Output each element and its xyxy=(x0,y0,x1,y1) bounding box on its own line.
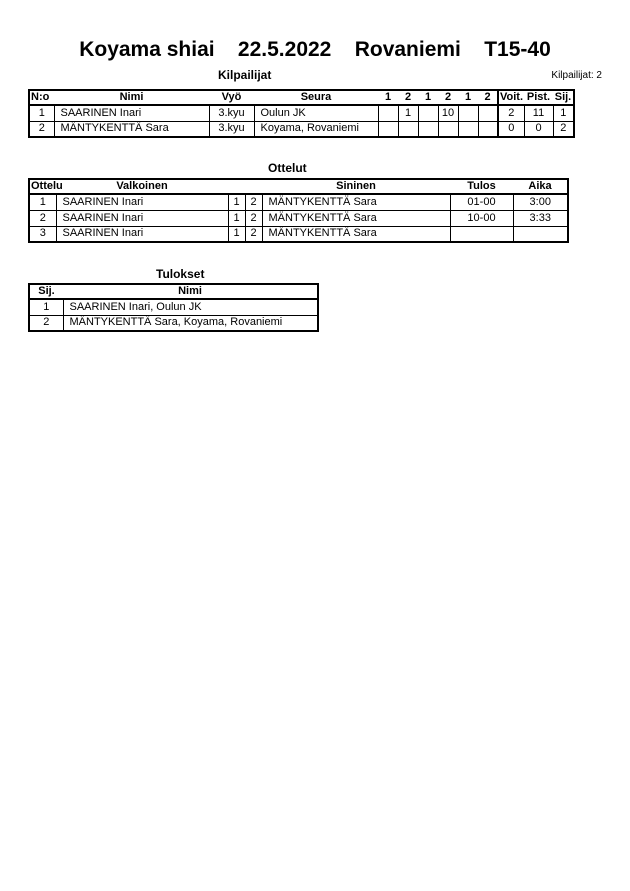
cell-score-2: 1 xyxy=(398,105,418,121)
cell-score-1 xyxy=(378,105,398,121)
cell-tulos: 10-00 xyxy=(450,210,513,226)
cell-score-5 xyxy=(458,105,478,121)
col-header-round-4: 2 xyxy=(438,90,458,105)
cell-voit: 2 xyxy=(498,105,524,121)
competitors-count-label: Kilpailijat: 2 xyxy=(551,70,602,81)
cell-score-2 xyxy=(398,121,418,137)
tulokset-row xyxy=(29,299,318,315)
cell-nimi: SAARINEN Inari, Oulun JK xyxy=(63,299,318,315)
cell-no: 1 xyxy=(29,105,54,121)
cell-sininen: MÄNTYKENTTÄ Sara xyxy=(262,194,450,210)
ottelut-table xyxy=(28,178,569,243)
cell-match-no: 1 xyxy=(29,194,56,210)
cell-sij: 1 xyxy=(29,299,63,315)
cell-match-no: 3 xyxy=(29,226,56,242)
col-header-sij: Sij. xyxy=(553,90,574,105)
col-header-sininen: Sininen xyxy=(262,179,450,194)
kilpailijat-row xyxy=(29,105,574,121)
cell-seura: Koyama, Rovaniemi xyxy=(254,121,378,137)
cell-voit: 0 xyxy=(498,121,524,137)
tulokset-header-row xyxy=(29,284,318,299)
col-header-round-6: 2 xyxy=(478,90,498,105)
col-header-round-2: 2 xyxy=(398,90,418,105)
kilpailijat-row xyxy=(29,121,574,137)
col-header-nimi: Nimi xyxy=(63,284,318,299)
cell-score-3 xyxy=(418,105,438,121)
col-header-voit: Voit. xyxy=(499,91,523,103)
cell-score-6 xyxy=(478,105,498,121)
cell-white-num: 1 xyxy=(228,194,245,210)
cell-valkoinen: SAARINEN Inari xyxy=(56,210,228,226)
cell-white-num: 1 xyxy=(228,226,245,242)
col-header-empty xyxy=(245,179,262,194)
cell-blue-num: 2 xyxy=(245,210,262,226)
cell-aika: 3:33 xyxy=(513,210,568,226)
tulokset-row xyxy=(29,315,318,331)
cell-no: 2 xyxy=(29,121,54,137)
cell-sij: 1 xyxy=(553,105,574,121)
cell-white-num: 1 xyxy=(228,210,245,226)
col-header-seura: Seura xyxy=(254,90,378,105)
tulokset-table xyxy=(28,283,319,332)
col-header-pist: Pist. xyxy=(524,90,553,105)
cell-blue-num: 2 xyxy=(245,194,262,210)
cell-match-no: 2 xyxy=(29,210,56,226)
cell-nimi: SAARINEN Inari xyxy=(54,105,209,121)
col-header-tulos: Tulos xyxy=(450,179,513,194)
col-header-empty xyxy=(228,179,245,194)
cell-sij: 2 xyxy=(553,121,574,137)
col-header-sij: Sij. xyxy=(29,284,63,299)
cell-score-3 xyxy=(418,121,438,137)
ottelut-row xyxy=(29,226,568,242)
page-title: Koyama shiai 22.5.2022 Rovaniemi T15-40 xyxy=(79,38,551,61)
cell-tulos: 01-00 xyxy=(450,194,513,210)
cell-nimi: MÄNTYKENTTÄ Sara xyxy=(54,121,209,137)
cell-tulos xyxy=(450,226,513,242)
ottelut-header-row xyxy=(29,179,568,194)
kilpailijat-header-row xyxy=(29,90,574,105)
cell-pist: 0 xyxy=(524,121,553,137)
cell-score-5 xyxy=(458,121,478,137)
col-header-round-3: 1 xyxy=(418,90,438,105)
cell-aika: 3:00 xyxy=(513,194,568,210)
section-title-tulokset: Tulokset xyxy=(156,267,205,281)
kilpailijat-table xyxy=(28,89,575,138)
cell-score-4: 10 xyxy=(438,105,458,121)
col-header-round-5: 1 xyxy=(458,90,478,105)
cell-valkoinen: SAARINEN Inari xyxy=(56,226,228,242)
col-header-no: N:o xyxy=(29,90,54,105)
col-header-aika: Aika xyxy=(513,179,568,194)
section-title-kilpailijat: Kilpailijat xyxy=(218,68,272,82)
cell-vyo: 3.kyu xyxy=(209,105,254,121)
cell-score-1 xyxy=(378,121,398,137)
cell-sininen: MÄNTYKENTTÄ Sara xyxy=(262,210,450,226)
section-title-ottelut: Ottelut xyxy=(268,161,307,175)
cell-nimi: MÄNTYKENTTÄ Sara, Koyama, Rovaniemi xyxy=(63,315,318,331)
cell-score-6 xyxy=(478,121,498,137)
ottelut-row xyxy=(29,194,568,210)
cell-vyo: 3.kyu xyxy=(209,121,254,137)
col-header-valkoinen: Valkoinen xyxy=(56,179,228,194)
cell-valkoinen: SAARINEN Inari xyxy=(56,194,228,210)
col-header-vyo: Vyö xyxy=(209,90,254,105)
cell-sininen: MÄNTYKENTTÄ Sara xyxy=(262,226,450,242)
cell-sij: 2 xyxy=(29,315,63,331)
ottelut-row xyxy=(29,210,568,226)
cell-pist: 11 xyxy=(524,105,553,121)
cell-seura: Oulun JK xyxy=(254,105,378,121)
cell-aika xyxy=(513,226,568,242)
col-header-ottelu: Ottelu xyxy=(31,180,63,192)
col-header-nimi: Nimi xyxy=(54,90,209,105)
col-header-round-1: 1 xyxy=(378,90,398,105)
cell-score-4 xyxy=(438,121,458,137)
cell-blue-num: 2 xyxy=(245,226,262,242)
